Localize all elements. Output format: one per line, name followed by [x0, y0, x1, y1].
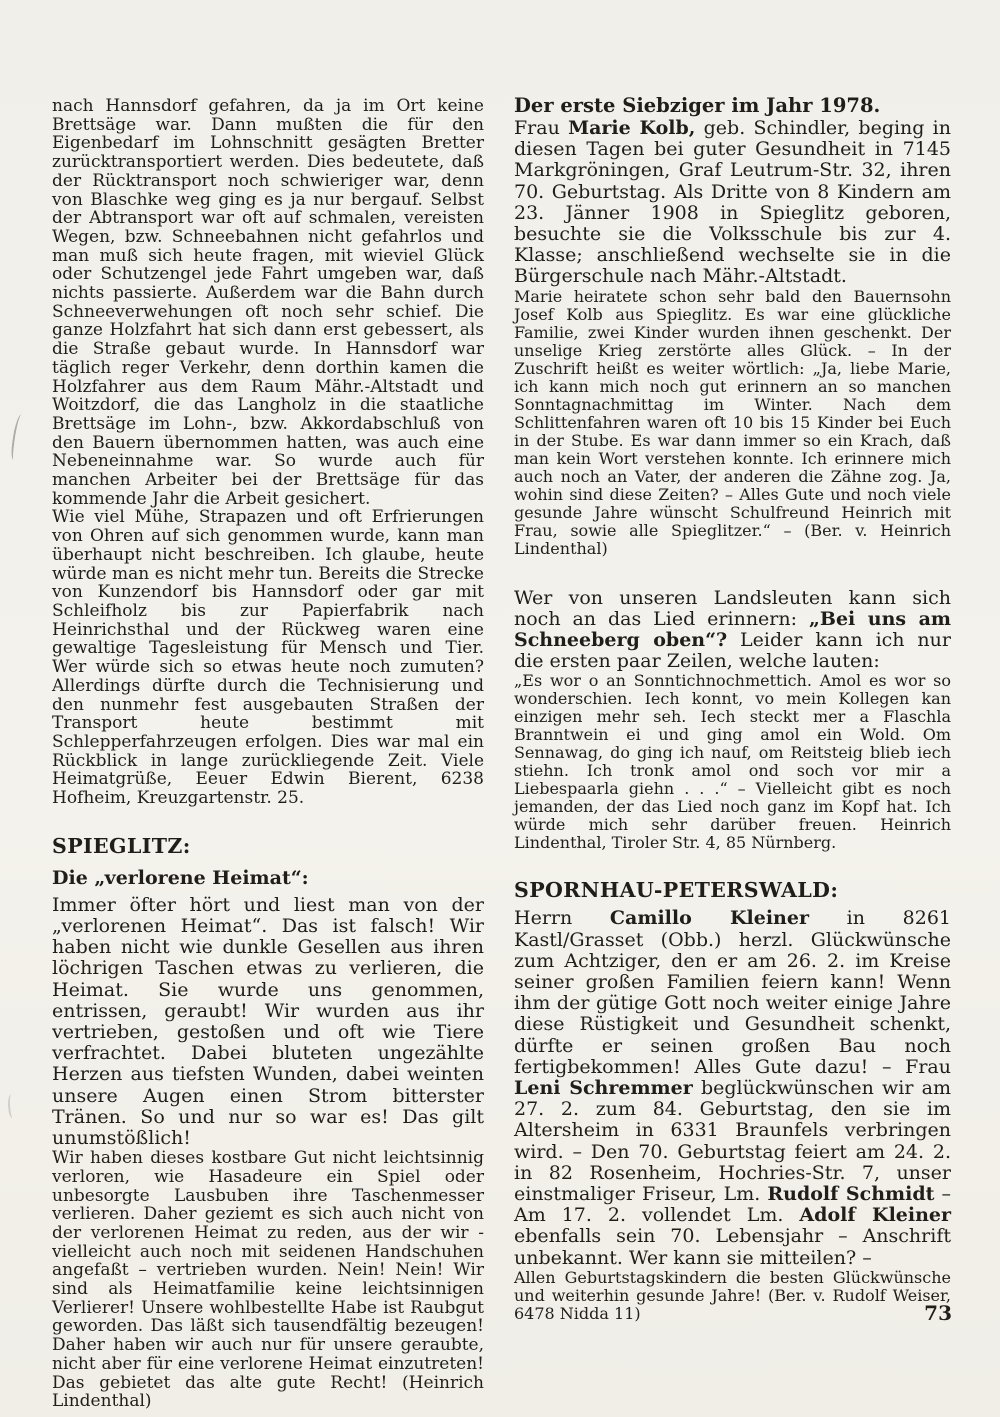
paragraph: Immer öfter hört und liest man von der „verlorenen Heimat“. Das ist falsch! Wir haben nicht wie dunkle Gesellen aus ihren löchrigen Taschen etwas zu verlieren, die Heimat. Sie wurde uns genommen, entrissen, geraubt! Wir wurden aus ihr vertrieben, gestoßen und oft wie Tiere verfrachtet. Dabei bluteten ungezählte Herzen aus tiefsten Wunden, dabei weinten unsere Augen einen Strom bitterster Tränen. So und nur so war es! Das gilt unumstößlich!	[52, 893, 484, 1149]
paragraph: nach Hannsdorf gefahren, da ja im Ort keine Brettsäge war. Dann mußten die für den Eigenbedarf im Lohnschnitt gesägten Bretter zurücktransportiert werden. Dies bedeutete, daß der Rücktransport noch schwieriger war, denn von Blaschke weg ging es ja nur bergauf. Selbst der Abtransport war oft auf schmalen, vereisten Wegen, bzw. Schneebahnen nicht gefahrlos und man muß sich heute fragen, mit wieviel Glück oder Schutzengel jede Fahrt umgeben war, daß nichts passierte. Außerdem war die Bahn durch Schneeverwehungen oft noch sehr schief. Die ganze Holzfahrt hat sich dann erst gebessert, als die Straße gebaut wurde. In Hannsdorf war täglich reger Verkehr, denn dorthin kamen die Holzfahrer aus dem Raum Mähr.-Altstadt und Woitzdorf, die das Langholz in die staatliche Brettsäge im Lohn-, bzw. Akkordabschluß von den Bauern übernommen hatten, was auch eine Nebeneinnahme war. So wurde auch für manchen Arbeiter bei der Brettsäge für das kommende Jahr die Arbeit gesichert.	[52, 96, 484, 509]
section-heading: SPIEGLITZ:	[52, 833, 191, 858]
bold-name-run: „Bei uns am Schneeberg oben“?	[514, 607, 951, 652]
paragraph: Wie viel Mühe, Strapazen und oft Erfrierungen von Ohren auf sich genommen wurde, kann man überhaupt nicht beschreiben. Ich glaube, heute würde man es nicht mehr tun. Bereits die Strecke von Kunzendorf bis Hannsdorf oder gar mit Schleifholz bis zur Papierfabrik nach Heinrichsthal und der Rückweg waren eine gewaltige Tagesleistung für Mensch und Tier. Wer würde sich so etwas heute noch zumuten? Allerdings dürfte durch die Technisierung und den nunmehr fest ausgebauten Straßen der Transport heute bestimmt mit Schlepperfahrzeugen erfolgen. Dies war mal ein Rückblick in lange zurückliegende Zeit. Viele Heimatgrüße, Eeuer Edwin Bierent, 6238 Hofheim, Kreuzgartenstr. 25.	[52, 507, 484, 809]
section-spornhau-peterswald	[514, 878, 951, 1322]
bold-name-run: Rudolf Schmidt	[767, 1183, 935, 1206]
text-run: Frau	[514, 117, 569, 139]
paragraph	[514, 908, 951, 1268]
section-spieglitz	[52, 834, 484, 1411]
text-run: Herrn	[514, 907, 610, 930]
paragraph	[514, 588, 951, 673]
bold-name-run: Marie Kolb,	[568, 117, 696, 139]
paragraph: Allen Geburtstagskindern die besten Glückwünsche und weiterhin gesunde Jahre! (Ber. v. Rudolf Weiser, 6478 Nidda 11)	[514, 1267, 951, 1323]
page-number: 73	[924, 1301, 952, 1325]
paragraph: „Es wor o an Sonntichnochmettich. Amol es wor so wonderschien. Iech konnt, vo mein Kollegen kan einzigen mehr seh. Iech steckt mer a Flaschla Branntwein ei und ging amol ein Wold. Om Sennawag, do ging ich nauf, om Reitsteig blieb iech stiehn. Ich tronk amol ond soch vor mir a Liebespaarla giehn . . .“ – Vielleicht gibt es noch jemanden, der das Lied noch ganz im Kopf hat. Ich würde mich sehr darüber freuen. Heinrich Lindenthal, Tiroler Str. 4, 85 Nürnberg.	[514, 671, 951, 853]
bold-name-run: Camillo Kleiner	[609, 907, 809, 930]
article-lied	[514, 588, 951, 853]
paragraph: Marie heiratete schon sehr bald den Bauernsohn Josef Kolb aus Spieglitz. Es war eine glückliche Familie, zwei Kinder wurden ihnen geschenkt. Der unselige Krieg zerstörte alles Glück. – In der Zuschrift heißt es weiter wörtlich: „Ja, liebe Marie, ich kann mich noch gut erinnern an so manchen Sonntagnachmittag im Winter. Nach dem Schlittenfahren waren oft 10 bis 15 Kinder bei Euch in der Stube. Es war dann immer so ein Krach, daß man kein Wort verstehen konnte. Ich erinnere mich auch noch an Vater, der anderen die Zähne zog. Ja, wohin sind diese Zeiten? – Alles Gute und noch viele gesunde Jahre wünscht Schulfreund Heinrich mit Frau, sowie alle Spieglitzer.“ – (Ber. v. Heinrich Lindenthal)	[514, 286, 951, 558]
article-title: Der erste Siebziger im Jahr 1978.	[514, 94, 881, 117]
text-run: in 8261 Kastl/Grasset (Obb.) herzl. Glückwünsche zum Achtziger, den er am 26. 2. im Kreise seiner großen Familien feiern kann! Wenn ihm der gütige Gott noch weiter einige Jahre diese Rüstigkeit und Gesundheit schenkt, dürfte er seinen großen Bau noch fertigbekommen! Alles Gute dazu! – Frau	[514, 907, 952, 1078]
section-heading: SPORNHAU-PETERSWALD:	[514, 878, 839, 903]
article-title: Die „verlorene Heimat“:	[52, 866, 309, 889]
text-run: Leider kann ich nur die ersten paar Zeilen, welche lauten:	[514, 629, 951, 673]
left-column	[52, 97, 484, 1411]
text-run: – Am 17. 2. vollendet Lm.	[514, 1183, 951, 1227]
paragraph	[514, 118, 951, 288]
article-siebziger	[514, 94, 951, 558]
scan-artifact	[10, 414, 25, 461]
text-run: ebenfalls sein 70. Lebensjahr – Anschrift unbekannt. Wer kann sie mitteilen? –	[514, 1225, 951, 1269]
bold-name-run: Leni Schremmer	[514, 1077, 693, 1100]
bold-name-run: Adolf Kleiner	[799, 1204, 951, 1227]
text-run: Wer von unseren Landsleuten kann sich noch an das Lied erinnern:	[514, 586, 951, 630]
right-column	[514, 94, 951, 1323]
article-hannsdorf-continued	[52, 97, 484, 808]
text-run: geb. Schindler, beging in diesen Tagen bei guter Gesundheit in 7145 Markgröningen, Graf Leutrum-Str. 32, ihren 70. Geburtstag. Als Dritte von 8 Kindern am 23. Jänner 1908 in Spieglitz geboren, besuchte sie die Volksschule bis zur 4. Klasse; anschließend wechselte sie in die Bürgerschule nach Mähr.-Altstadt.	[514, 117, 951, 288]
paragraph: Wir haben dieses kostbare Gut nicht leichtsinnig verloren, wie Hasadeure ein Spiel oder unbesorgte Lausbuben ihre Taschenmesser verlieren. Daher geziemt es sich auch nicht von der verlorenen Heimat zu reden, aus der wir - vielleicht auch noch mit seidenen Handschuhen angefaßt – vertrieben wurden. Nein! Nein! Wir sind als Heimatfamilie keine leichtsinnigen Verlierer! Unsere wohlbestellte Habe ist Raubgut geworden. Das läßt sich tausendfältig bezeugen! Daher haben wir auch nur für unsere geraubte, nicht aber für eine verlorene Heimat einzutreten! Das gebietet das alte gute Recht! (Heinrich Lindenthal)	[52, 1148, 484, 1412]
text-run: beglückwünschen wir am 27. 2. zum 84. Geburtstag, den sie im Altersheim in 6331 Braunfels verbringen wird. – Den 70. Geburtstag feiert am 24. 2. in 82 Rosenheim, Hochries-Str. 7, unser einstmaliger Friseur, Lm.	[514, 1077, 951, 1206]
scan-artifact	[7, 1094, 17, 1119]
